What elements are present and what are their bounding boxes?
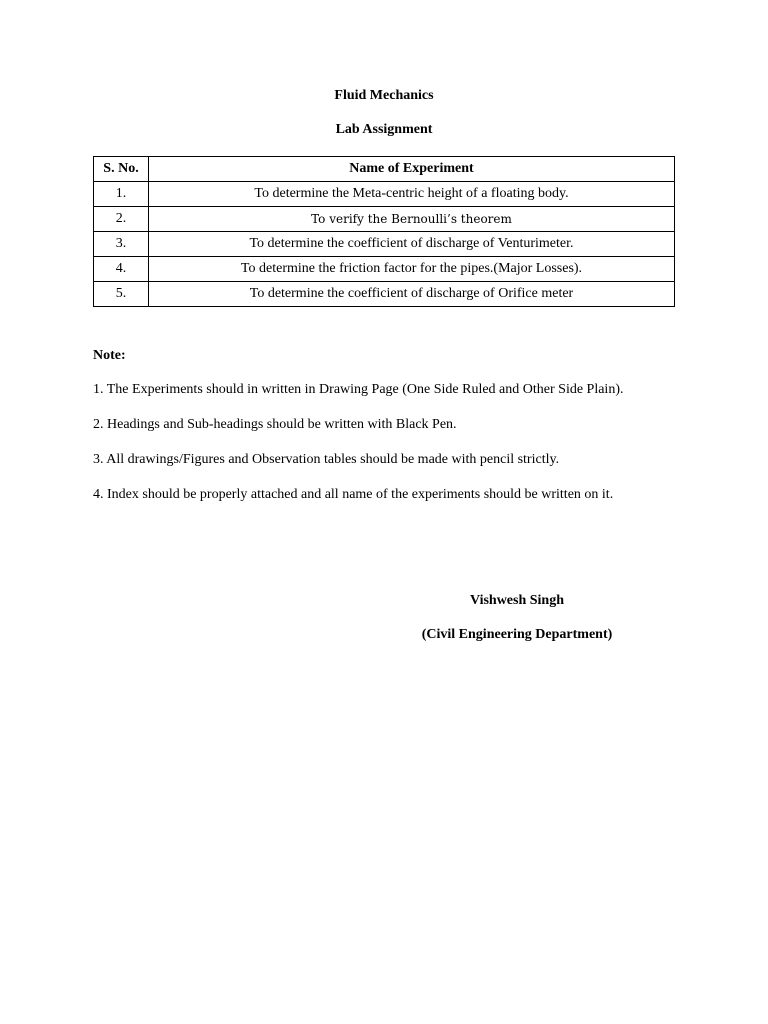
row-serial-number: 3. bbox=[94, 232, 149, 257]
row-serial-number: 2. bbox=[94, 207, 149, 232]
note-item: 3. All drawings/Figures and Observation tables should be made with pencil strictly. bbox=[93, 452, 560, 467]
table-row bbox=[94, 257, 675, 282]
note-item: 2. Headings and Sub-headings should be written with Black Pen. bbox=[93, 417, 457, 432]
note-heading: Note: bbox=[93, 348, 126, 363]
note-item: 4. Index should be properly attached and all name of the experiments should be written on it. bbox=[93, 487, 614, 502]
table-row bbox=[94, 282, 675, 307]
signature-department: (Civil Engineering Department) bbox=[421, 627, 613, 642]
table-row bbox=[94, 207, 675, 232]
row-experiment-name: To determine the friction factor for the pipes.(Major Losses). bbox=[149, 257, 675, 282]
row-experiment-name: To determine the coefficient of discharge of Orifice meter bbox=[149, 282, 675, 307]
row-experiment-name: To determine the coefficient of discharge of Venturimeter. bbox=[149, 232, 675, 257]
note-item: 1. The Experiments should in written in Drawing Page (One Side Ruled and Other Side Plain). bbox=[93, 382, 624, 397]
header-experiment-name: Name of Experiment bbox=[149, 157, 675, 182]
table-row bbox=[94, 232, 675, 257]
table-row bbox=[94, 182, 675, 207]
table-header-row bbox=[94, 157, 675, 182]
row-serial-number: 5. bbox=[94, 282, 149, 307]
row-experiment-name: To determine the Meta-centric height of a floating body. bbox=[149, 182, 675, 207]
document-subtitle: Lab Assignment bbox=[335, 122, 433, 137]
row-experiment-name: To verify the Bernoulli’s theorem bbox=[149, 207, 675, 232]
row-serial-number: 4. bbox=[94, 257, 149, 282]
document-title: Fluid Mechanics bbox=[334, 88, 434, 103]
row-serial-number: 1. bbox=[94, 182, 149, 207]
experiments-table bbox=[93, 156, 675, 307]
header-serial-number: S. No. bbox=[94, 157, 149, 182]
signature-name: Vishwesh Singh bbox=[469, 593, 565, 608]
